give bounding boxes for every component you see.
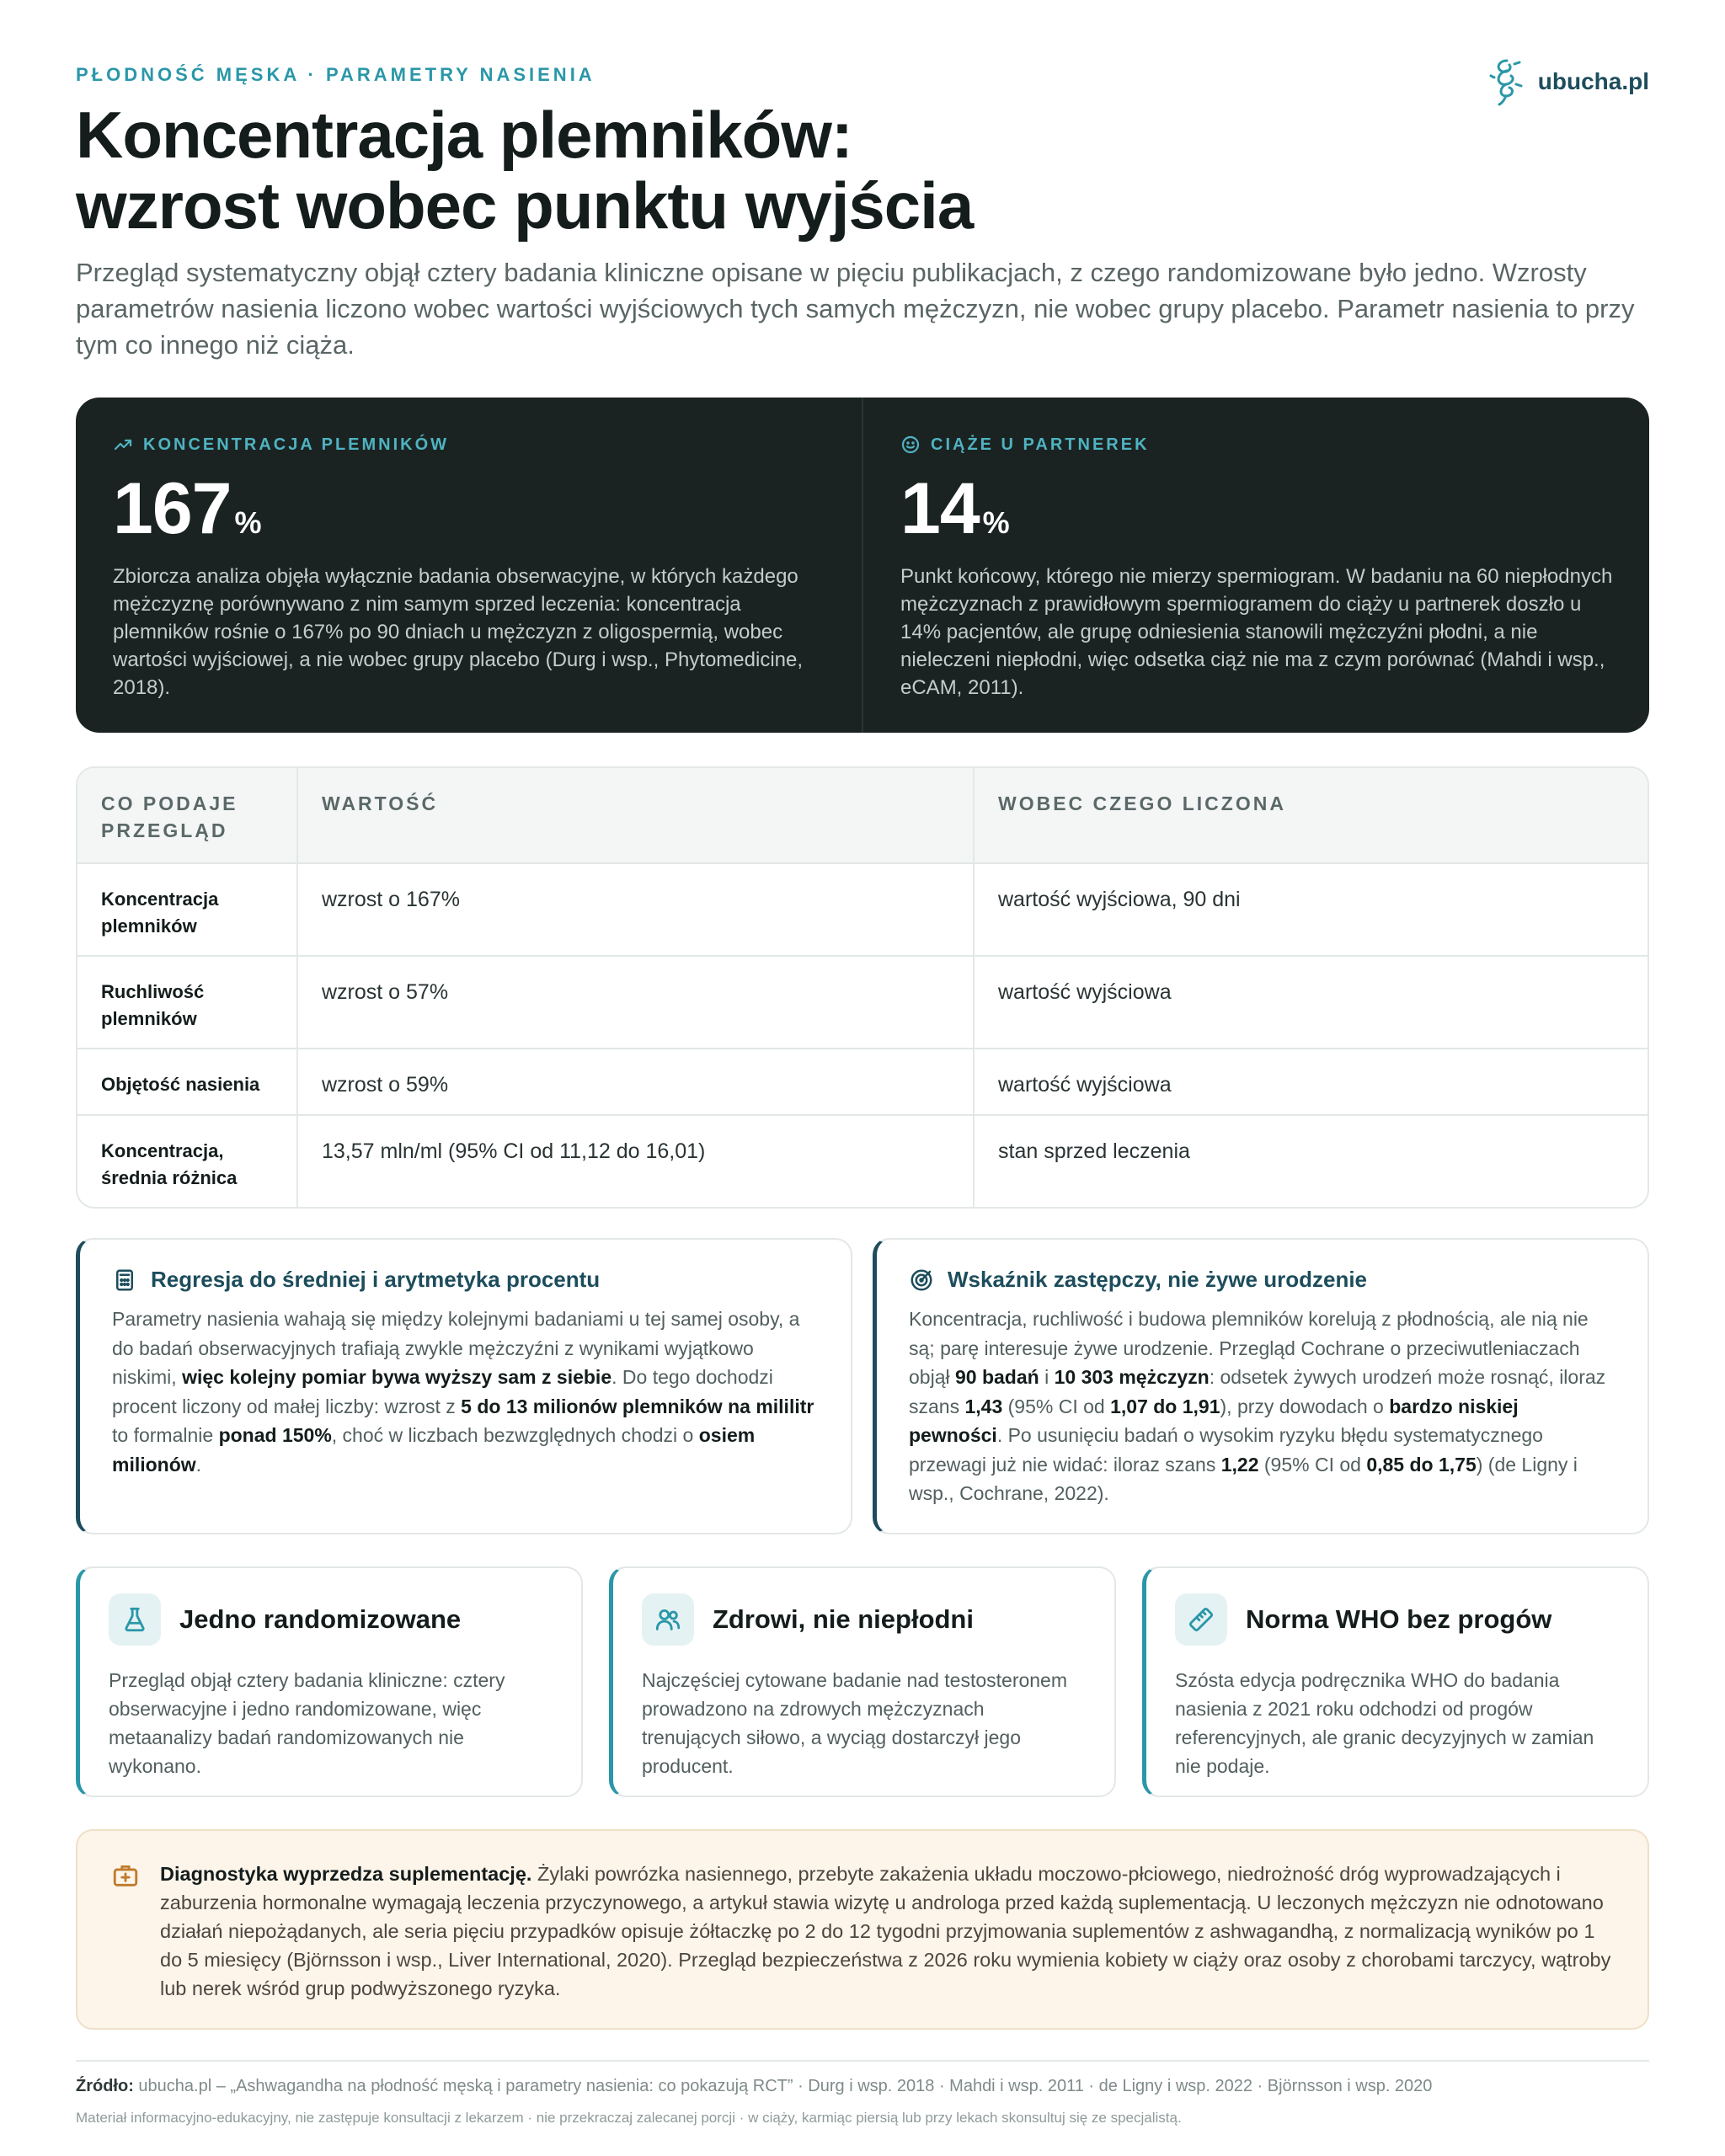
bold-run: 5 do 13 milionów plemników na mililitr bbox=[461, 1395, 814, 1417]
warning-body: Żylaki powrózka nasiennego, przebyte zakażenia układu moczowo‑płciowego, niedrożność dróg wyprowadzających i zaburzenia hormonalne wymagają leczenia przyczynowego, a artykuł stawia wizytę u androloga przed każdą suplementacją. U leczonych mężczyzn nie odnotowano działań niepożądanych, ale seria pięciu przypadków opisuje żółtaczkę po 2 do 12 tygodni przyjmowania suplementów z ashwagandhą, z normalizacją wyników po 1 do 5 miesięcy (Björnsson i wsp., Liver International, 2020). Przegląd bezpieczeństwa z 2026 roku wymienia kobiety w ciąży oraz osoby z chorobami tarczycy, wątroby lub nerek wśród grup podwyższonego ryzyka. bbox=[160, 1863, 1611, 1999]
text-run: , choć w liczbach bezwzględnych chodzi o bbox=[331, 1424, 699, 1446]
flask-icon bbox=[120, 1605, 149, 1634]
card-healthy-not-infertile bbox=[609, 1566, 1116, 1797]
info-title-text: Regresja do średniej i arytmetyka procentu bbox=[151, 1267, 601, 1292]
card-icon-box bbox=[1175, 1593, 1227, 1646]
stat-value bbox=[113, 470, 826, 547]
bold-run: osiem milionów bbox=[112, 1424, 756, 1476]
stat-header bbox=[113, 435, 826, 455]
card-who-norm bbox=[1142, 1566, 1649, 1797]
eyebrow: PŁODNOŚĆ MĘSKA · PARAMETRY NASIENIA bbox=[76, 64, 595, 85]
stat-number: 167 bbox=[113, 468, 232, 549]
smile-icon bbox=[900, 435, 921, 455]
brand[interactable] bbox=[1487, 56, 1649, 108]
bold-run: więc kolejny pomiar bywa wyższy sam z siebie bbox=[182, 1366, 612, 1388]
row-reference: wartość wyjściowa bbox=[973, 1049, 1648, 1120]
info-box-surrogate bbox=[873, 1238, 1649, 1534]
bold-run: 1,07 do 1,91 bbox=[1110, 1395, 1220, 1417]
source-line bbox=[76, 2077, 1649, 2096]
bold-run: bardzo niskiej pewności bbox=[909, 1395, 1519, 1446]
footer bbox=[76, 2060, 1649, 2127]
text-run: ), przy dowodach o bbox=[1220, 1395, 1390, 1417]
text-run: to formalnie bbox=[112, 1424, 219, 1446]
card-text: Najczęściej cytowane badanie nad testosteronem prowadzono na zdrowych mężczyznach trenujących siłowo, a wyciąg dostarczył jego producent. bbox=[642, 1669, 1068, 1777]
lead-paragraph: Przegląd systematyczny objął cztery badania kliniczne opisane w pięciu publikacjach, z czego randomizowane było jedno. Wzrosty parametrów nasienia liczono wobec wartości wyjściowych tych samych mężczyzn, nie wobec grupy placebo. Parametr nasienia to przy tym co innego niż ciąża. bbox=[76, 258, 1635, 360]
card-title: Norma WHO bez progów bbox=[1246, 1604, 1552, 1634]
bold-run: 0,85 do 1,75 bbox=[1366, 1453, 1477, 1476]
stat-unit: % bbox=[982, 505, 1010, 540]
card-text: Przegląd objął cztery badania kliniczne: cztery obserwacyjne i jedno randomizowane, więc metaanalizy badań randomizowanych nie wykonano. bbox=[109, 1669, 505, 1777]
row-value: wzrost o 167% bbox=[296, 864, 973, 962]
stat-unit: % bbox=[234, 505, 262, 540]
ruler-icon bbox=[1187, 1605, 1215, 1634]
text-run: Parametry nasienia wahają się między kolejnymi badaniami u tej samej osoby, a do badań obserwacyjnych trafiają zwykle mężczyźni z wynikami wyjątkowo niskimi, bbox=[112, 1308, 800, 1388]
bold-run: 1,43 bbox=[964, 1395, 1003, 1417]
text-run: (95% CI od bbox=[1002, 1395, 1111, 1417]
card-header bbox=[109, 1593, 553, 1646]
table-row bbox=[77, 1048, 1648, 1114]
stat-label: CIĄŻE U PARTNEREK bbox=[931, 435, 1150, 454]
row-label: Koncentracja, średnia różnica bbox=[101, 1140, 238, 1188]
stat-value bbox=[900, 470, 1614, 547]
row-value: 13,57 mln/ml (95% CI od 11,12 do 16,01) bbox=[296, 1116, 973, 1209]
stat-label: KONCENTRACJA PLEMNIKÓW bbox=[143, 435, 450, 454]
page-title bbox=[76, 99, 973, 241]
text-run: . bbox=[195, 1453, 202, 1476]
kombucha-logo-icon bbox=[1487, 56, 1526, 108]
table-header-row bbox=[77, 768, 1648, 862]
users-icon bbox=[654, 1605, 682, 1634]
card-title: Zdrowi, nie niepłodni bbox=[713, 1604, 974, 1634]
text-run: i bbox=[1039, 1366, 1055, 1388]
row-label: Ruchliwość plemników bbox=[101, 981, 205, 1029]
row-label: Objętość nasienia bbox=[101, 1074, 260, 1095]
text-run: . Do tego dochodzi procent liczony od małej liczby: wzrost z bbox=[112, 1366, 773, 1417]
table-row bbox=[77, 955, 1648, 1048]
table-row bbox=[77, 862, 1648, 955]
bold-run: 1,22 bbox=[1220, 1453, 1259, 1476]
bold-run: 10 303 mężczyzn bbox=[1054, 1366, 1210, 1388]
card-header bbox=[642, 1593, 1086, 1646]
info-box-regression bbox=[76, 1238, 852, 1534]
info-title bbox=[112, 1267, 820, 1293]
target-icon bbox=[909, 1267, 934, 1293]
row-label: Koncentracja plemników bbox=[101, 889, 219, 937]
text-run: Koncentracja, ruchliwość i budowa plemników korelują z płodnością, ale nią nie są; parę interesuje żywe urodzenie. Przegląd Cochrane o przeciwutleniaczach objął bbox=[909, 1308, 1589, 1388]
row-reference: stan sprzed leczenia bbox=[973, 1116, 1648, 1209]
stat-description: Zbiorcza analiza objęła wyłącznie badania obserwacyjne, w których każdego mężczyznę porównywano z nim samym sprzed leczenia: koncentracja plemników rośnie o 167% po 90 dniach u mężczyzn z oligospermią, wobec wartości wyjściowej, a nie wobec grupy placebo (Durg i wsp., Phytomedicine, 2018). bbox=[113, 565, 804, 699]
title-line-1: Koncentracja plemników: bbox=[76, 98, 852, 172]
info-text bbox=[112, 1305, 820, 1479]
card-one-randomized bbox=[76, 1566, 583, 1797]
row-value: wzrost o 59% bbox=[296, 1049, 973, 1120]
calculator-icon bbox=[112, 1267, 137, 1293]
card-text: Szósta edycja podręcznika WHO do badania nasienia z 2021 roku odchodzi od progów referencyjnych, ale granic decyzyjnych w zamian nie podaje. bbox=[1175, 1669, 1594, 1777]
bold-run: 90 badań bbox=[954, 1366, 1039, 1388]
text-run: ) (de Ligny i wsp., Cochrane, 2022). bbox=[909, 1453, 1578, 1504]
info-text bbox=[909, 1305, 1617, 1508]
card-title: Jedno randomizowane bbox=[179, 1604, 462, 1634]
card-icon-box bbox=[109, 1593, 161, 1646]
table-header-cell: WARTOŚĆ bbox=[296, 768, 973, 866]
stat-header bbox=[900, 435, 1614, 455]
row-reference: wartość wyjściowa, 90 dni bbox=[973, 864, 1648, 962]
brand-name: ubucha.pl bbox=[1537, 68, 1649, 94]
disclaimer: Materiał informacyjno‑edukacyjny, nie zastępuje konsultacji z lekarzem · nie przekraczaj zalecanej porcji · w ciąży, karmiąc piersią lub przy lekach skonsultuj się ze specjalistą. bbox=[76, 2110, 1182, 2126]
table-header-cell: CO PODAJE PRZEGLĄD bbox=[101, 792, 238, 841]
source-label: Źródło: bbox=[76, 2077, 134, 2095]
results-table bbox=[76, 766, 1649, 1209]
table-row bbox=[77, 1114, 1648, 1207]
bold-run: ponad 150% bbox=[218, 1424, 332, 1446]
medical-kit-icon bbox=[111, 1861, 140, 1890]
card-header bbox=[1175, 1593, 1619, 1646]
card-icon-box bbox=[642, 1593, 694, 1646]
row-reference: wartość wyjściowa bbox=[973, 957, 1648, 1054]
info-title bbox=[909, 1267, 1617, 1293]
text-run: : odsetek żywych urodzeń może rosnąć, iloraz szans bbox=[909, 1366, 1606, 1417]
text-run: . Po usunięciu badań o wysokim ryzyku błędu systematycznego przewagi już nie widać: iloraz szans bbox=[909, 1424, 1543, 1476]
stat-sperm-concentration bbox=[76, 398, 862, 733]
info-title-text: Wskaźnik zastępczy, nie żywe urodzenie bbox=[948, 1267, 1368, 1292]
text-run: (95% CI od bbox=[1258, 1453, 1367, 1476]
stat-partner-pregnancies bbox=[862, 398, 1649, 733]
source-text: ubucha.pl – „Ashwagandha na płodność męską i parametry nasienia: co pokazują RCT” · Durg i wsp. 2018 · Mahdi i wsp. 2011 · de Ligny i wsp. 2022 · Björnsson i wsp. 2020 bbox=[133, 2077, 1433, 2095]
title-line-2: wzrost wobec punktu wyjścia bbox=[76, 168, 974, 243]
row-value: wzrost o 57% bbox=[296, 957, 973, 1054]
stat-description: Punkt końcowy, którego nie mierzy spermiogram. W badaniu na 60 niepłodnych mężczyznach z prawidłowym spermiogramem do ciąży u partnerek doszło u 14% pacjentów, ale grupę odniesienia stanowili mężczyźni płodni, a nie nieleczeni niepłodni, więc odsetka ciąż nie ma z czym porównać (Mahdi i wsp., eCAM, 2011). bbox=[900, 565, 1613, 699]
warning-box bbox=[76, 1829, 1649, 2030]
stat-number: 14 bbox=[900, 468, 980, 549]
stats-panel bbox=[76, 398, 1649, 733]
warning-bold: Diagnostyka wyprzedza suplementację. bbox=[160, 1863, 532, 1885]
warning-text bbox=[160, 1860, 1614, 2028]
trending-up-icon bbox=[113, 435, 133, 455]
table-header-cell: WOBEC CZEGO LICZONA bbox=[973, 768, 1648, 866]
